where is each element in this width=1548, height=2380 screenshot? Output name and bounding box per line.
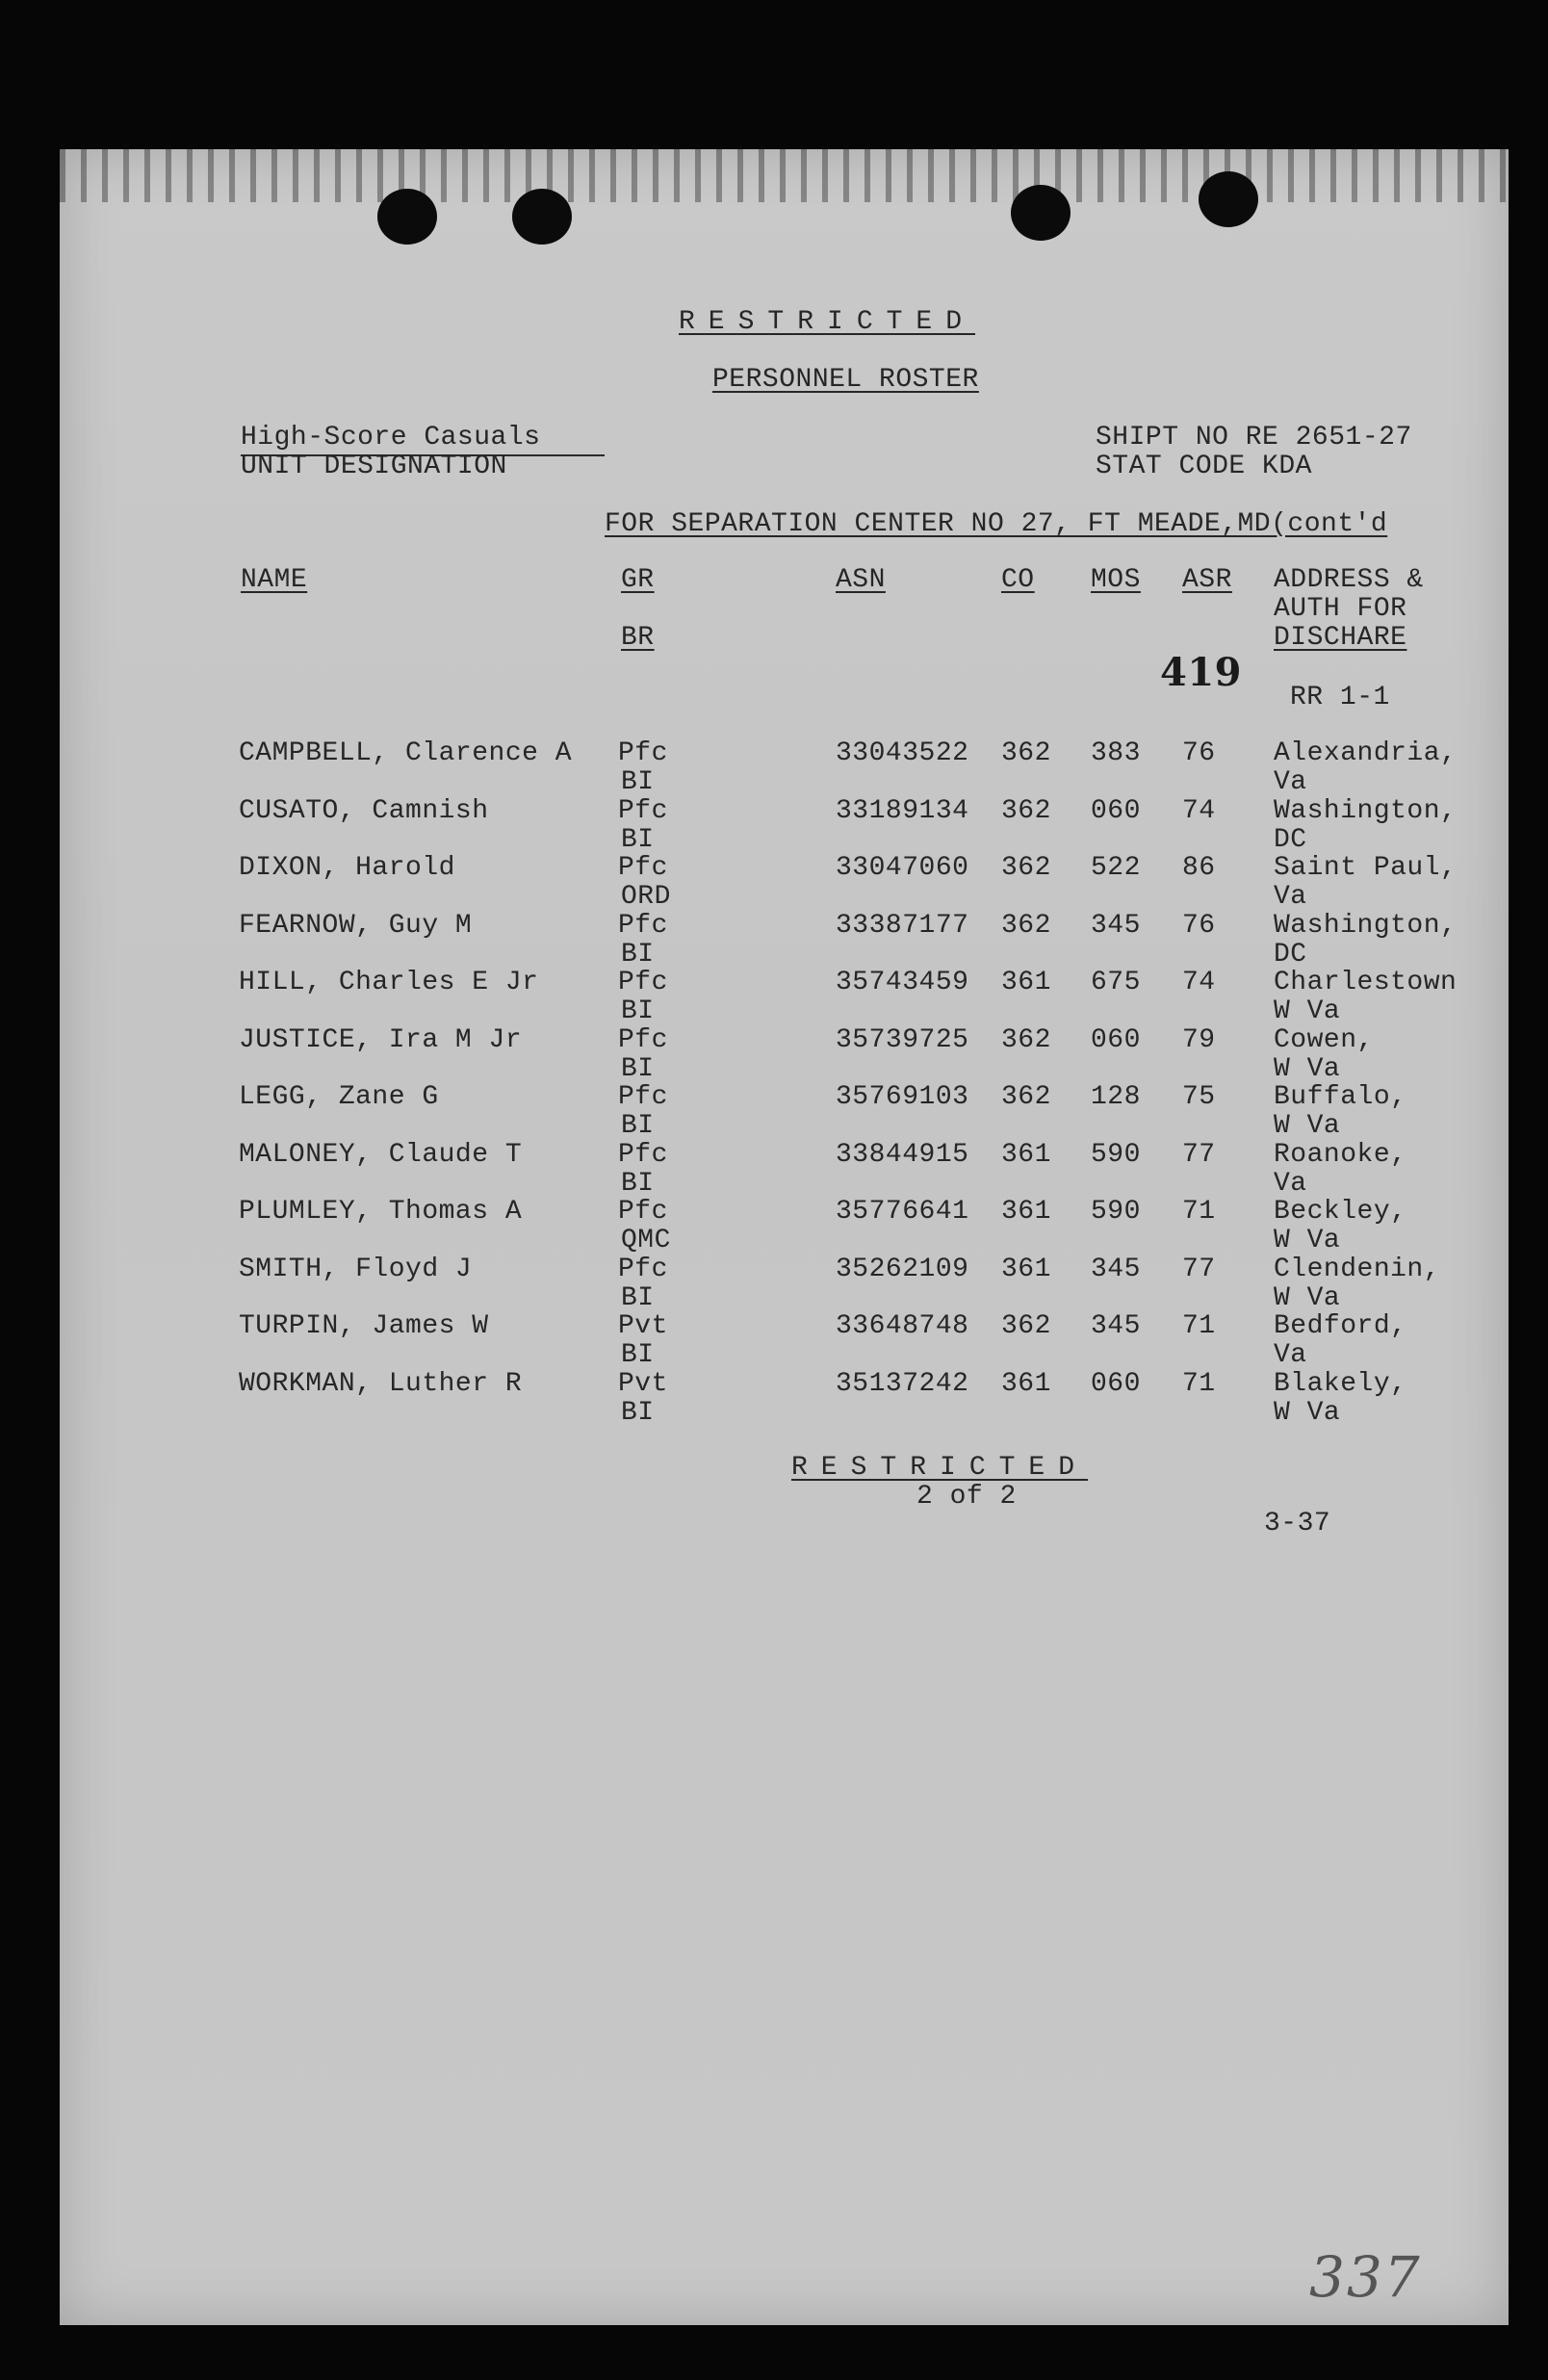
row-address: Alexandria,	[1274, 738, 1458, 768]
col-address-1: ADDRESS &	[1274, 565, 1424, 595]
row-gr: Pfc	[618, 795, 668, 826]
page-of: 2 of 2	[916, 1482, 1017, 1512]
footer-classification: RESTRICTED	[791, 1453, 1089, 1483]
row-mos: 060	[1091, 1368, 1141, 1399]
row-co: 362	[1001, 1024, 1051, 1055]
row-gr: Pfc	[618, 1197, 668, 1227]
col-gr: GR	[621, 565, 655, 595]
col-br: BR	[621, 623, 655, 653]
row-asn: 33387177	[836, 910, 969, 941]
table-row	[0, 1026, 1548, 1084]
col-name: NAME	[241, 565, 308, 595]
row-address-state: DC	[1274, 939, 1307, 970]
row-br: BI	[621, 1282, 655, 1313]
table-row	[0, 1141, 1548, 1199]
row-address: Cowen,	[1274, 1024, 1374, 1055]
row-name: HILL, Charles E Jr	[239, 968, 539, 997]
row-br: BI	[621, 824, 655, 855]
row-asr: 74	[1182, 968, 1216, 997]
punch-hole-icon	[512, 189, 572, 245]
row-asr: 71	[1182, 1197, 1216, 1227]
row-br: BI	[621, 939, 655, 970]
row-br: BI	[621, 1340, 655, 1370]
row-asr: 76	[1182, 738, 1216, 768]
row-address: Saint Paul,	[1274, 853, 1458, 883]
table-row	[0, 797, 1548, 855]
row-br: BI	[621, 1111, 655, 1141]
row-address-state: W Va	[1274, 1053, 1341, 1084]
row-asr: 86	[1182, 853, 1216, 883]
row-gr: Pfc	[618, 968, 668, 997]
row-gr: Pvt	[618, 1368, 668, 1399]
row-asr: 79	[1182, 1024, 1216, 1055]
row-br: BI	[621, 996, 655, 1026]
table-row	[0, 1198, 1548, 1255]
col-address-3: DISCHARE	[1274, 623, 1407, 653]
row-asn: 33648748	[836, 1311, 969, 1341]
col-asr: ASR	[1182, 565, 1232, 595]
row-asr: 77	[1182, 1139, 1216, 1170]
stamp-number: 419	[1160, 650, 1242, 695]
row-asr: 71	[1182, 1368, 1216, 1399]
row-gr: Pfc	[618, 1024, 668, 1055]
row-asn: 33047060	[836, 853, 969, 883]
row-co: 362	[1001, 853, 1051, 883]
row-address-state: DC	[1274, 824, 1307, 855]
row-co: 362	[1001, 1311, 1051, 1341]
punch-hole-icon	[1011, 185, 1071, 241]
row-asr: 71	[1182, 1311, 1216, 1341]
row-co: 361	[1001, 1197, 1051, 1227]
row-asn: 35262109	[836, 1254, 969, 1284]
row-address-state: W Va	[1274, 1397, 1341, 1428]
row-gr: Pfc	[618, 1254, 668, 1284]
table-row	[0, 969, 1548, 1026]
row-name: FEARNOW, Guy M	[239, 910, 473, 941]
row-asr: 75	[1182, 1082, 1216, 1112]
row-mos: 383	[1091, 738, 1141, 768]
row-mos: 522	[1091, 853, 1141, 883]
row-mos: 590	[1091, 1139, 1141, 1170]
row-name: TURPIN, James W	[239, 1311, 489, 1341]
row-mos: 675	[1091, 968, 1141, 997]
row-asn: 33189134	[836, 795, 969, 826]
row-br: BI	[621, 1168, 655, 1199]
row-co: 361	[1001, 1139, 1051, 1170]
row-co: 362	[1001, 1082, 1051, 1112]
row-asr: 74	[1182, 795, 1216, 826]
row-mos: 345	[1091, 1254, 1141, 1284]
unit-value: High-Score Casuals	[241, 423, 541, 453]
row-address: Washington,	[1274, 910, 1458, 941]
punch-hole-icon	[1199, 171, 1258, 227]
row-gr: Pvt	[618, 1311, 668, 1341]
row-name: CUSATO, Camnish	[239, 795, 489, 826]
row-address-state: W Va	[1274, 1111, 1341, 1141]
pencil-page-number: 337	[1309, 2244, 1422, 2310]
row-address: Blakely,	[1274, 1368, 1407, 1399]
row-br: QMC	[621, 1226, 671, 1255]
row-asn: 35769103	[836, 1082, 969, 1112]
table-row	[0, 1255, 1548, 1313]
row-address-state: Va	[1274, 1340, 1307, 1370]
punch-hole-icon	[377, 189, 437, 245]
table-row	[0, 854, 1548, 912]
row-asr: 77	[1182, 1254, 1216, 1284]
row-address: Washington,	[1274, 795, 1458, 826]
row-co: 361	[1001, 1368, 1051, 1399]
row-gr: Pfc	[618, 853, 668, 883]
row-asn: 33844915	[836, 1139, 969, 1170]
row-address: Beckley,	[1274, 1197, 1407, 1227]
form-code: 3-37	[1264, 1509, 1331, 1539]
row-address: Roanoke,	[1274, 1139, 1407, 1170]
row-br: BI	[621, 767, 655, 797]
row-gr: Pfc	[618, 1082, 668, 1112]
row-asr: 76	[1182, 910, 1216, 941]
row-asn: 35137242	[836, 1368, 969, 1399]
row-asn: 35739725	[836, 1024, 969, 1055]
table-row	[0, 912, 1548, 970]
table-row	[0, 1370, 1548, 1428]
row-co: 362	[1001, 795, 1051, 826]
row-asn: 35776641	[836, 1197, 969, 1227]
row-address: Buffalo,	[1274, 1082, 1407, 1112]
row-co: 362	[1001, 910, 1051, 941]
row-address: Bedford,	[1274, 1311, 1407, 1341]
row-name: WORKMAN, Luther R	[239, 1368, 523, 1399]
row-mos: 060	[1091, 1024, 1141, 1055]
col-address-2: AUTH FOR	[1274, 594, 1407, 624]
row-address-state: Va	[1274, 767, 1307, 797]
row-co: 362	[1001, 738, 1051, 768]
row-name: JUSTICE, Ira M Jr	[239, 1024, 523, 1055]
row-name: MALONEY, Claude T	[239, 1139, 523, 1170]
table-row	[0, 1083, 1548, 1141]
row-gr: Pfc	[618, 738, 668, 768]
rr-code: RR 1-1	[1290, 683, 1390, 712]
row-name: SMITH, Floyd J	[239, 1254, 473, 1284]
row-br: ORD	[621, 882, 671, 912]
row-address: Clendenin,	[1274, 1254, 1441, 1284]
row-gr: Pfc	[618, 910, 668, 941]
row-name: CAMPBELL, Clarence A	[239, 738, 573, 768]
row-address-state: W Va	[1274, 996, 1341, 1026]
row-address-state: Va	[1274, 1168, 1307, 1199]
row-asn: 35743459	[836, 968, 969, 997]
row-mos: 128	[1091, 1082, 1141, 1112]
row-co: 361	[1001, 968, 1051, 997]
row-mos: 590	[1091, 1197, 1141, 1227]
table-row	[0, 1312, 1548, 1370]
header-classification: RESTRICTED	[679, 307, 976, 337]
row-mos: 345	[1091, 910, 1141, 941]
stat-code: STAT CODE KDA	[1096, 452, 1312, 481]
row-name: DIXON, Harold	[239, 853, 455, 883]
unit-label: UNIT DESIGNATION	[241, 452, 507, 481]
col-mos: MOS	[1091, 565, 1141, 595]
torn-top-edge	[60, 144, 1509, 202]
table-row	[0, 739, 1548, 797]
row-gr: Pfc	[618, 1139, 668, 1170]
destination-line: FOR SEPARATION CENTER NO 27, FT MEADE,MD(cont'd	[605, 509, 1388, 539]
row-br: BI	[621, 1397, 655, 1428]
row-name: PLUMLEY, Thomas A	[239, 1197, 523, 1227]
row-mos: 060	[1091, 795, 1141, 826]
row-address-state: W Va	[1274, 1282, 1341, 1313]
row-mos: 345	[1091, 1311, 1141, 1341]
row-address: Charlestown	[1274, 968, 1458, 997]
row-address-state: W Va	[1274, 1226, 1341, 1255]
roster-title: PERSONNEL ROSTER	[712, 365, 979, 395]
row-name: LEGG, Zane G	[239, 1082, 439, 1112]
row-address-state: Va	[1274, 882, 1307, 912]
row-br: BI	[621, 1053, 655, 1084]
row-co: 361	[1001, 1254, 1051, 1284]
col-co: CO	[1001, 565, 1035, 595]
shipment-number: SHIPT NO RE 2651-27	[1096, 423, 1412, 453]
row-asn: 33043522	[836, 738, 969, 768]
col-asn: ASN	[836, 565, 886, 595]
